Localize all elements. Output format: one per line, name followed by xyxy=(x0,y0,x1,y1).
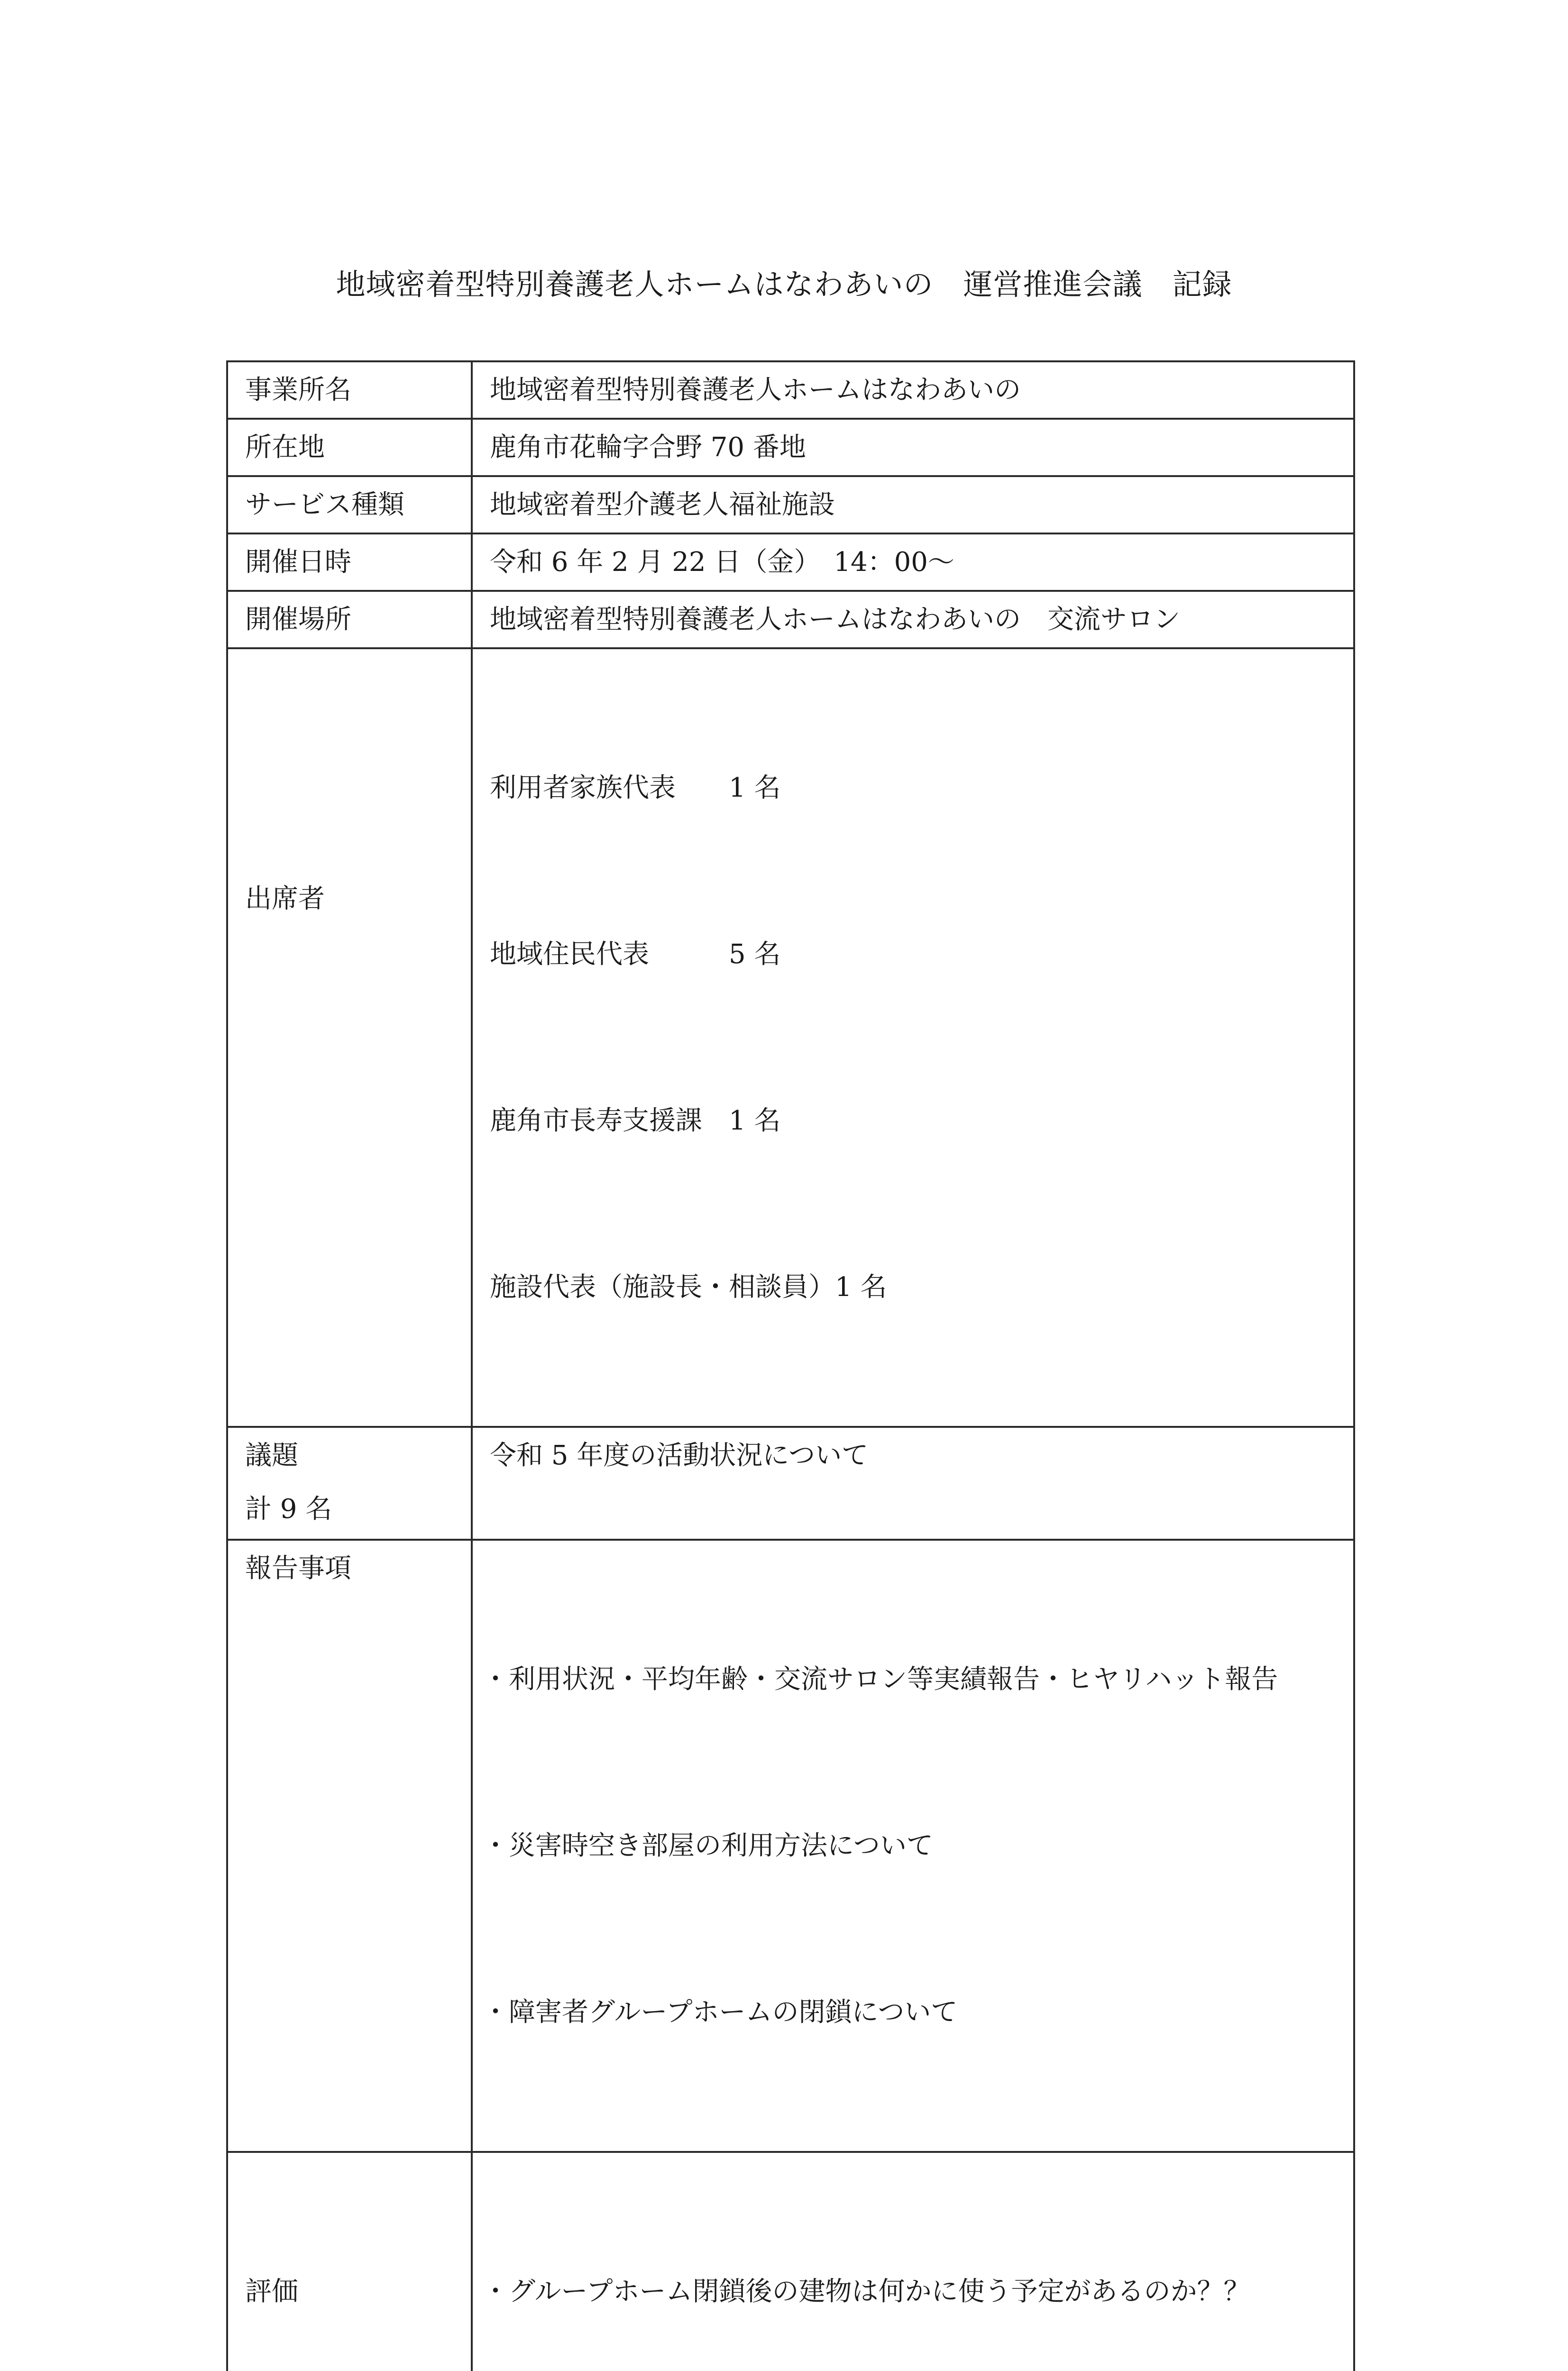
report-line: ・災害時空き部屋の利用方法について xyxy=(482,1830,933,1861)
agenda-value: 令和 5 年度の活動状況について xyxy=(472,1427,1354,1540)
report-row xyxy=(227,1540,1354,2152)
attendees-label: 出席者 xyxy=(245,883,325,914)
venue-label: 開催場所 xyxy=(227,591,472,648)
office-value: 地域密着型特別養護老人ホームはなわあいの xyxy=(472,361,1354,419)
attendee-line: 鹿角市長寿支援課 1 名 xyxy=(490,1105,781,1136)
address-value: 鹿角市花輪字合野 70 番地 xyxy=(472,419,1354,476)
venue-value: 地域密着型特別養護老人ホームはなわあいの 交流サロン xyxy=(472,591,1354,648)
evaluation-line: ・グループホーム閉鎖後の建物は何かに使う予定があるのか？？ xyxy=(482,2276,1250,2307)
office-row xyxy=(227,361,1354,419)
report-value-cell xyxy=(472,1540,1354,2152)
address-row xyxy=(227,419,1354,476)
attendee-line: 地域住民代表 5 名 xyxy=(490,939,781,970)
service-row xyxy=(227,476,1354,533)
service-label: サービス種類 xyxy=(227,476,472,533)
evaluation-value-cell xyxy=(472,2152,1354,2371)
report-line: ・障害者グループホームの閉鎖について xyxy=(482,1997,958,2028)
venue-row xyxy=(227,591,1354,648)
evaluation-row xyxy=(227,2152,1354,2371)
attendees-row xyxy=(227,648,1354,1427)
datetime-value: 令和 6 年 2 月 22 日（金） 14：00～ xyxy=(472,533,1354,591)
agenda-label: 議題 xyxy=(227,1427,472,1540)
datetime-row xyxy=(227,533,1354,591)
document-title: 地域密着型特別養護老人ホームはなわあいの 運営推進会議 記録 xyxy=(336,267,1232,302)
attendee-line: 施設代表（施設長・相談員）1 名 xyxy=(490,1272,887,1303)
attendees-value-cell xyxy=(472,648,1354,1427)
evaluation-label: 評価 xyxy=(245,2276,298,2307)
evaluation-label-cell xyxy=(227,2152,472,2371)
attendee-line: 利用者家族代表 1 名 xyxy=(490,772,781,803)
attendees-total: 計 9 名 xyxy=(245,1494,332,1525)
datetime-label: 開催日時 xyxy=(227,533,472,591)
office-label: 事業所名 xyxy=(227,361,472,419)
address-label: 所在地 xyxy=(227,419,472,476)
report-line: ・利用状況・平均年齢・交流サロン等実績報告・ヒヤリハット報告 xyxy=(482,1664,1278,1695)
report-label: 報告事項 xyxy=(227,1540,472,2152)
meeting-record-table xyxy=(226,360,1355,2371)
service-value: 地域密着型介護老人福祉施設 xyxy=(472,476,1354,533)
